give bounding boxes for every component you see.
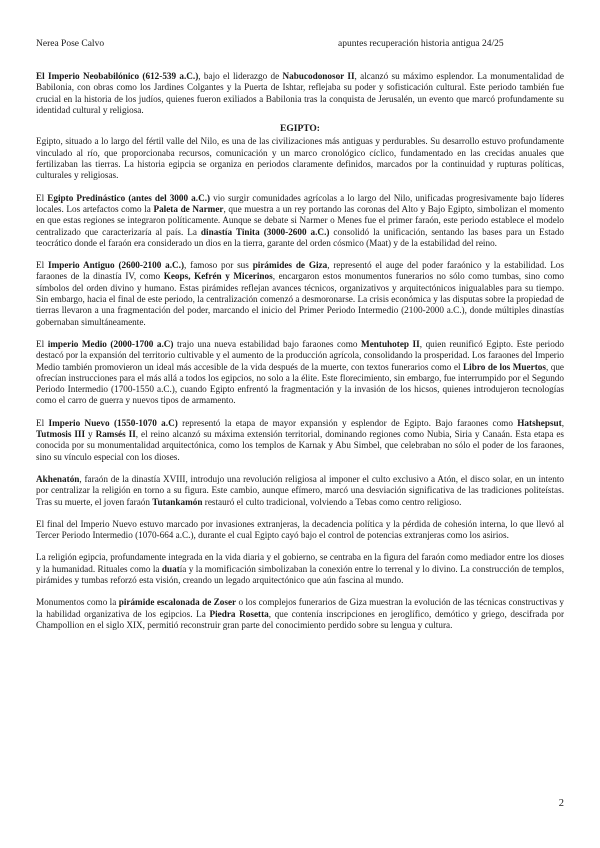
text-run: , que muestra a un rey portando las coronas del Alto y Bajo Egipto, simbolizan el momento en que estas regiones se integraron políticamente. Aunque se debate si Narmer o Menes fue el primer faraón, este periodo establece el modelo centralizado que caracterizaría al país. La <box>36 203 564 237</box>
text-run: , faraón de la dinastía XVIII, introdujo una revolución religiosa al imponer el culto exclusivo a Atón, el disco solar, en un intento por centralizar la religión en torno a su figura. Este cambio, aunque efímero, marcó una desviación significativa de las tradiciones politeístas. Tras su muerte, el joven faraón <box>36 473 564 507</box>
bold-term: El Imperio Neobabilónico (612-539 a.C.) <box>36 71 199 81</box>
text-run: vio surgir comunidades agrícolas a lo largo del Nilo, unificadas progresivamente bajo líderes locales. Los artefactos como la <box>36 192 564 214</box>
bold-term: Egipto Predinástico (antes del 3000 a.C.) <box>47 192 211 203</box>
bold-term: Ramsés II <box>95 429 136 440</box>
text-run: El <box>36 417 49 428</box>
bold-term: Tutmosis III <box>36 429 86 440</box>
bold-term: pirámides de Giza <box>252 260 328 271</box>
text-run: ía y la momificación simbolizaban la conexión entre lo terrenal y lo divino. La construcción de templos, pirámides y tumbas reforzó esta visión, creando un legado arquitectónico que aún fascina al mundo. <box>36 563 565 585</box>
bold-term: duat <box>161 563 180 574</box>
text-run: restauró el culto tradicional, volviendo a Tebas como centro religioso. <box>202 496 462 507</box>
text-run: , quien reunificó Egipto. Este periodo destacó por la expansión del territorio cultivable y el aumento de la producción agrícola, consolidando la prosperidad. Los faraones del Imperio Medio también promovieron un ideal más accesible de la vida después de la muerte, con textos funerarios como el <box>36 338 565 372</box>
text-run: El <box>36 192 48 203</box>
header-author: Nerea Pose Calvo <box>36 39 105 49</box>
paragraph-neobabilonico <box>36 71 564 116</box>
bold-term: Keops, Kefrén y Micerinos <box>163 271 273 282</box>
text-run: , representó el auge del poder faraónico y la estabilidad. Los faraones de la dinastía IV, como <box>36 260 564 282</box>
bold-term: Piedra Rosetta <box>209 608 269 619</box>
paragraph-imperio-antiguo <box>36 260 564 328</box>
text-run: Egipto, situado a lo largo del fértil valle del Nilo, es una de las civilizaciones más antiguas y perdurables. Su desarrollo estuvo profundamente vinculado al río, que proporcionaba recursos, comunicación y un marco cronológico cíclico, fundamentado en las crecidas anuales que fertilizaban las tierras. La historia egipcia se organiza en periodos claramente definidos, marcados por la continuidad y rupturas políticas, culturales y religiosas. <box>36 136 564 181</box>
paragraph-akhenaton <box>36 474 564 508</box>
header-title: apuntes recuperación historia antigua 24/25 <box>338 39 504 49</box>
document-body <box>36 71 564 631</box>
bold-term: Tutankamón <box>152 496 203 507</box>
text-run: consolidó la unificación, sentando las bases para un Estado teocrático donde el faraón era considerado un dios en la tierra, garante del orden cósmico (Maat) y de la estabilidad del reino. <box>36 226 565 248</box>
page-header <box>36 37 564 51</box>
bold-term: imperio Medio (2000-1700 a.C) <box>47 338 174 349</box>
bold-term: Paleta de Narmer <box>153 203 224 214</box>
text-run: y <box>85 429 96 440</box>
paragraph-imperio-medio <box>36 339 564 407</box>
text-run: , el reino alcanzó su máxima extensión territorial, dominando regiones como Nubia, Siria y Canaán. Esta etapa es conocida por su monumentalidad arquitectónica, como los templos de Karnak y Abu Simbel, que celebraban no sólo el poder de los faraones, sino su vínculo especial con los dioses. <box>36 429 564 462</box>
bold-term: Imperio Antiguo (2600-2100 a.C.) <box>48 260 185 271</box>
bold-term: pirámide escalonada de Zoser <box>118 597 237 608</box>
text-run: El <box>36 338 48 349</box>
bold-term: Nabucodonosor II <box>282 71 355 81</box>
section-title-egipto: EGIPTO: <box>280 124 320 135</box>
bold-term: dinastía Tinita (3000-2600 a.C.) <box>200 226 330 237</box>
bold-term: Libro de los Muertos <box>463 361 546 372</box>
bold-term: Mentuhotep II <box>361 338 420 349</box>
text-run: , bajo el liderazgo de <box>198 71 283 81</box>
paragraph-egipto-intro <box>36 136 564 181</box>
paragraph-religion <box>36 552 564 586</box>
bold-term: Imperio Nuevo (1550-1070 a.C) <box>48 417 178 428</box>
text-run: La religión egipcia, profundamente integrada en la vida diaria y el gobierno, se centraba en la figura del faraón como mediador entre los dioses y la humanidad. Rituales como la <box>36 552 564 574</box>
paragraph-monumentos <box>36 597 564 631</box>
text-run: , alcanzó su máximo esplendor. La monumentalidad de Babilonia, con obras como los Jardines Colgantes y la Puerta de Ishtar, reflejaba su poder y sofisticación cultural. Este periodo también fue crucial en la historia de los judíos, quienes fueron exiliados a Babilonia tras la conquista de Jerusalén, un evento que marcó profundamente su identidad cultural y religiosa. <box>36 71 564 115</box>
text-run: , encargaron estos monumentos funerarios no sólo como tumbas, sino como símbolos del orden divino y humano. Estas pirámides reflejan avances técnicos, organizativos y arquitectónicos inigualables para su tiempo. Sin embargo, hacia el final de este periodo, la centralización comenzó a desmoronarse. La crisis económica y las disputas sobre la propiedad de tierras llevaron a una fragmentación del poder, marcando el inicio del Primer Periodo Intermedio (2100-2000 a.C.), donde múltiples dinastías gobernaban simultáneamente. <box>36 271 564 327</box>
text-run: , <box>561 417 564 428</box>
text-run: o los complejos funerarios de Giza muestran la evolución de las técnicas constructivas y la habilidad organizativa de los egipcios. La <box>36 597 564 619</box>
text-run: trajo una nueva estabilidad bajo faraones como <box>173 338 362 349</box>
text-run: El <box>36 260 48 271</box>
bold-term: Hatshepsut <box>517 417 562 428</box>
text-run: , que ofrecían instrucciones para el más allá a todos los egipcios, no solo a la élite. Este florecimiento, sin embargo, fue interrumpido por el Segundo Periodo Intermedio (1700-1550 a.C.), cuando Egipto enfrentó la fragmentación y la invasión de los hicsos, quienes introdujeron tecnologías como el carro de guerra y nuevos tipos de armamento. <box>36 361 565 406</box>
paragraph-predinastico <box>36 193 564 249</box>
text-run: , famoso por sus <box>184 260 253 271</box>
page-number: 2 <box>558 798 564 809</box>
text-run: El final del Imperio Nuevo estuvo marcado por invasiones extranjeras, la decadencia política y la pérdida de cohesión interna, lo que llevó al Tercer Periodo Intermedio (1070-664 a.C.), durante el cual Egipto cayó bajo el control de potencias extranjeras como los asirios. <box>36 518 564 541</box>
text-run: Monumentos como la <box>36 597 119 608</box>
bold-term: Akhenatón <box>36 473 80 484</box>
text-run: , que contenía inscripciones en jeroglífico, demótico y griego, descifrada por Champollion en el siglo XIX, permitió reconstruir gran parte del conocimiento perdido sobre su lengua y cultura. <box>36 608 565 630</box>
text-run: representó la etapa de mayor expansión y esplendor de Egipto. Bajo faraones como <box>177 417 518 428</box>
paragraph-final-imperio-nuevo <box>36 519 564 542</box>
paragraph-imperio-nuevo <box>36 418 564 463</box>
